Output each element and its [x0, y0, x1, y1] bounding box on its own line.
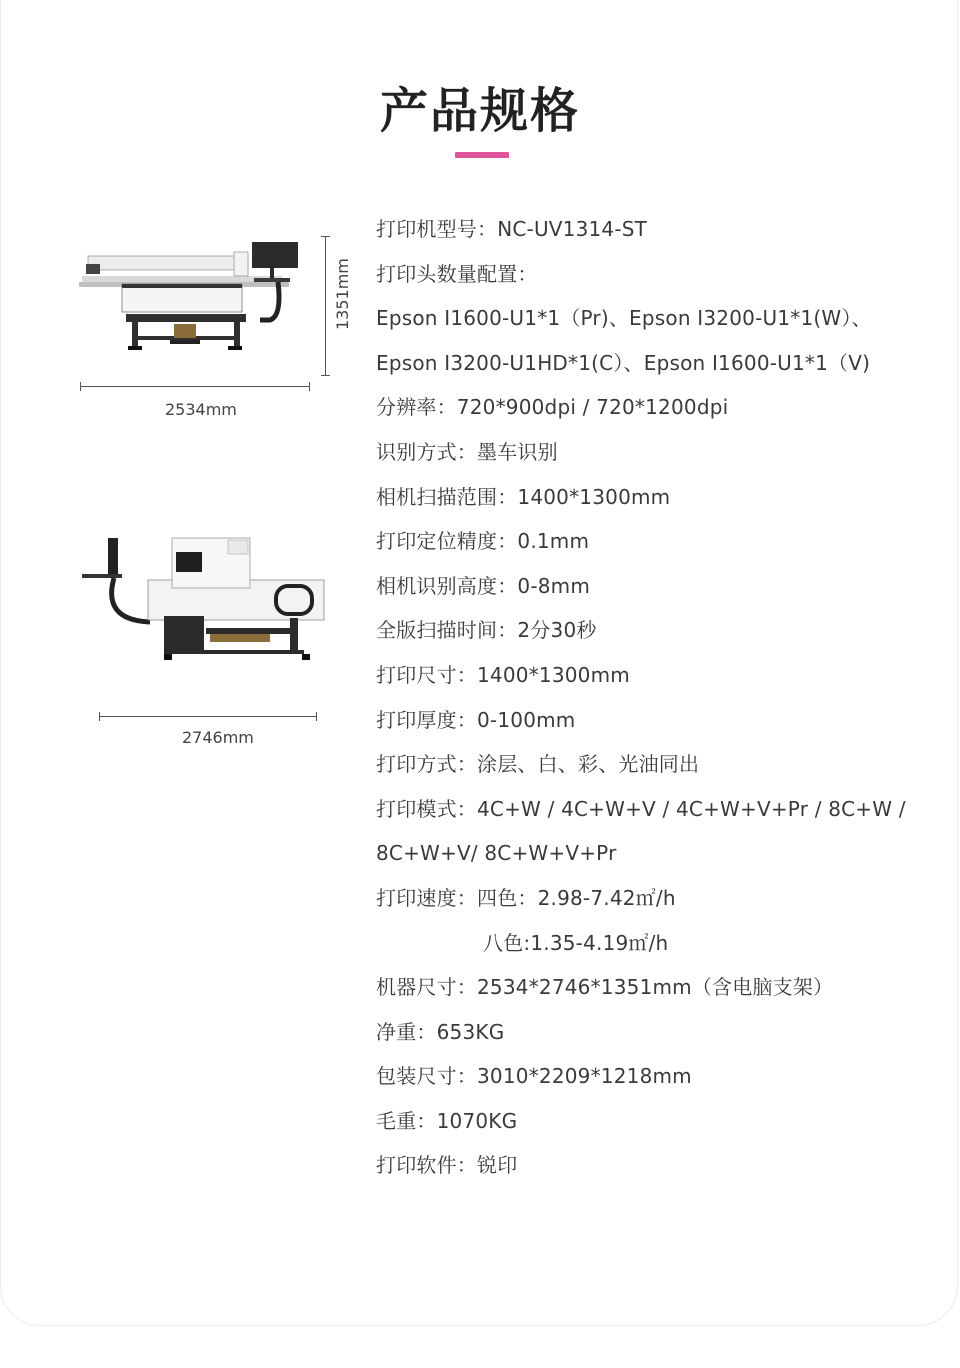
- spec-item-accuracy: 打印定位精度：0.1mm: [376, 529, 590, 554]
- front-height-dimension-line: [325, 236, 326, 376]
- spec-item-machine-size: 机器尺寸：2534*2746*1351mm（含电脑支架）: [376, 975, 834, 1000]
- spec-item-net-weight: 净重：653KG: [376, 1019, 505, 1044]
- spec-item-package-size: 包装尺寸：3010*2209*1218mm: [376, 1064, 692, 1089]
- spec-item-print-size: 打印尺寸：1400*1300mm: [376, 662, 630, 687]
- spec-item-camera-range: 相机扫描范围：1400*1300mm: [376, 484, 671, 509]
- spec-list: [376, 207, 906, 1188]
- spec-item-model: 打印机型号：NC-UV1314-ST: [376, 217, 648, 241]
- spec-item-speed-eight-color: 八色:1.35-4.19㎡/h: [483, 930, 669, 955]
- spec-item-printhead-line1: Epson I1600-U1*1（Pr)、Epson I3200-U1*1(W）、: [376, 306, 872, 331]
- front-height-label: 1351mm: [333, 258, 352, 330]
- title-underline: [455, 152, 509, 158]
- page-title: 产品规格: [379, 83, 580, 139]
- spec-item-software: 打印软件：锐印: [376, 1153, 518, 1178]
- printer-front-image: [74, 236, 314, 360]
- front-width-dimension-line: [80, 386, 310, 387]
- spec-item-print-mode-line1: 打印模式：4C+W / 4C+W+V / 4C+W+V+Pr / 8C+W /: [376, 796, 906, 821]
- spec-item-scan-time: 全版扫描时间：2分30秒: [376, 618, 597, 643]
- spec-item-print-mode-line2: 8C+W+V/ 8C+W+V+Pr: [376, 841, 617, 866]
- spec-item-print-method: 打印方式：涂层、白、彩、光油同出: [376, 752, 700, 777]
- side-width-dimension-line: [99, 716, 317, 717]
- spec-item-printhead-line2: Epson I3200-U1HD*1(C）、Epson I1600-U1*1（V): [376, 350, 871, 375]
- spec-item-printhead-config: 打印头数量配置：: [376, 261, 538, 286]
- side-width-label: 2746mm: [182, 728, 254, 747]
- spec-item-thickness: 打印厚度：0-100mm: [376, 707, 576, 732]
- spec-item-speed-four-color: 打印速度：四色：2.98-7.42㎡/h: [376, 885, 676, 910]
- printer-side-image: [80, 530, 330, 664]
- front-width-label: 2534mm: [165, 400, 237, 419]
- spec-item-resolution: 分辨率：720*900dpi / 720*1200dpi: [376, 395, 729, 420]
- spec-item-camera-height: 相机识别高度：0-8mm: [376, 573, 591, 598]
- spec-item-recognition: 识别方式：墨车识别: [376, 439, 558, 464]
- spec-item-gross-weight: 毛重：1070KG: [376, 1108, 518, 1133]
